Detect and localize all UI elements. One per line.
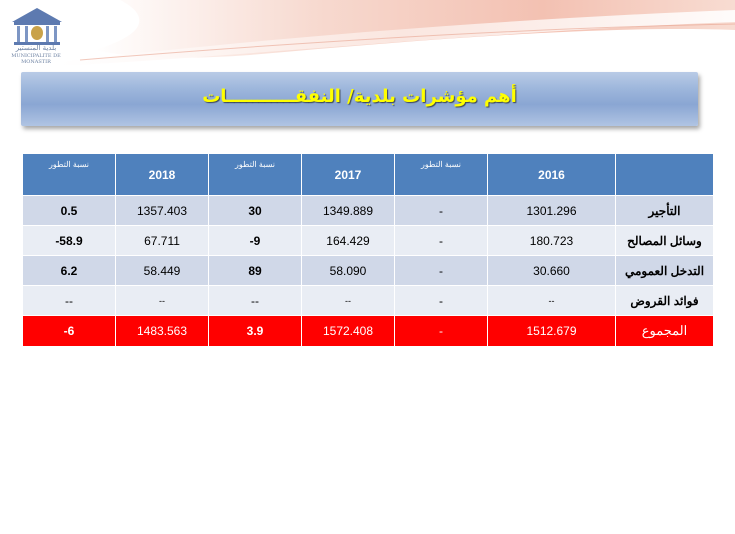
cell-growth-2018a: 30 [209, 196, 302, 226]
table-row [23, 196, 714, 226]
page-title: أهم مؤشرات بلدية/ النفقـــــــــــات [202, 86, 517, 107]
table-row [23, 226, 714, 256]
header-swoosh-decoration [0, 0, 735, 80]
cell-growth-2018a: 89 [209, 256, 302, 286]
header-growth-2017: نسبة التطور [395, 154, 488, 196]
cell-growth-2018a: -9 [209, 226, 302, 256]
cell-value-2016: 180.723 [488, 226, 616, 256]
cell-growth-2017: - [395, 286, 488, 316]
header-growth-2018b: نسبة التطور [23, 154, 116, 196]
expenses-table [22, 153, 714, 347]
cell-growth-2017: - [395, 256, 488, 286]
logo-caption [4, 44, 68, 65]
logo-caption-arabic: بلدية المنستير [15, 44, 57, 52]
table-row [23, 256, 714, 286]
cell-growth-2018b: 0.5 [23, 196, 116, 226]
cell-growth-2018b: -- [23, 286, 116, 316]
row-label: التدخل العمومي [616, 256, 714, 286]
title-bar [21, 72, 698, 126]
total-growth-2018a: 3.9 [209, 316, 302, 347]
total-growth-2018b: -6 [23, 316, 116, 347]
cell-growth-2017: - [395, 196, 488, 226]
table-row [23, 286, 714, 316]
cell-value-2016: 1301.296 [488, 196, 616, 226]
cell-growth-2018b: 6.2 [23, 256, 116, 286]
total-label: المجموع [616, 316, 714, 347]
table-header-row [23, 154, 714, 196]
header-year-2018: 2018 [116, 154, 209, 196]
table-total-row [23, 316, 714, 347]
header-growth-2018a: نسبة التطور [209, 154, 302, 196]
total-value-2018: 1483.563 [116, 316, 209, 347]
cell-value-2017: -- [302, 286, 395, 316]
header-year-2016: 2016 [488, 154, 616, 196]
total-value-2017: 1572.408 [302, 316, 395, 347]
header-year-2017: 2017 [302, 154, 395, 196]
logo-caption-french: MUNICIPALITE DE MONASTIR [11, 53, 61, 65]
row-label: التأجير [616, 196, 714, 226]
cell-value-2018: 1357.403 [116, 196, 209, 226]
total-growth-2017: - [395, 316, 488, 347]
row-label: فوائد القروض [616, 286, 714, 316]
cell-value-2018: 67.711 [116, 226, 209, 256]
cell-value-2017: 1349.889 [302, 196, 395, 226]
cell-value-2018: -- [116, 286, 209, 316]
total-value-2016: 1512.679 [488, 316, 616, 347]
cell-growth-2018a: -- [209, 286, 302, 316]
cell-growth-2017: - [395, 226, 488, 256]
cell-value-2016: -- [488, 286, 616, 316]
cell-value-2017: 164.429 [302, 226, 395, 256]
header-label-column [616, 154, 714, 196]
cell-value-2017: 58.090 [302, 256, 395, 286]
cell-value-2018: 58.449 [116, 256, 209, 286]
cell-growth-2018b: -58.9 [23, 226, 116, 256]
row-label: وسائل المصالح [616, 226, 714, 256]
cell-value-2016: 30.660 [488, 256, 616, 286]
